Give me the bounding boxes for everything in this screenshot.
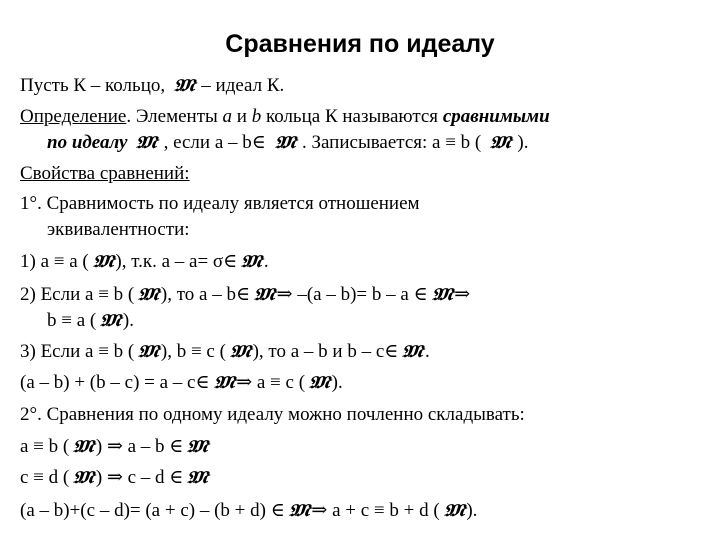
line-9 xyxy=(47,310,134,332)
ideal-symbol: 𝔐 xyxy=(288,501,308,521)
text: . Записывается: a ≡ b ( xyxy=(301,132,482,153)
bold-term: сравнимыми xyxy=(442,106,550,127)
ideal-symbol: 𝔐 xyxy=(72,468,93,488)
line-10 xyxy=(20,341,430,363)
text: ), то a – b∈ xyxy=(160,284,251,305)
text: и xyxy=(232,106,252,127)
ideal-symbol: 𝔐 xyxy=(137,342,158,362)
ideal-symbol: 𝔐 xyxy=(99,311,120,331)
definition-heading: Определение xyxy=(20,106,127,127)
text: ). xyxy=(517,132,529,153)
text: (a – b)+(c – d)= (a + c) – (b + d) ∈ xyxy=(20,500,285,521)
text: ) ⇒ a – b ∈ xyxy=(95,436,184,457)
var-a: a xyxy=(222,106,233,127)
text: ⇒ –(a – b)= b – a ∈ xyxy=(276,284,428,305)
text: – идеал К. xyxy=(201,75,285,96)
slide-title: Сравнения по идеалу xyxy=(225,30,495,58)
text: ), b ≡ c ( xyxy=(160,341,226,362)
var-b: b xyxy=(251,106,262,127)
text: ), т.к. a – a= σ∈ xyxy=(115,251,238,272)
line-1 xyxy=(20,75,284,97)
ideal-symbol: 𝔐 xyxy=(274,133,294,153)
ideal-symbol: 𝔐 xyxy=(229,342,250,362)
line-3 xyxy=(47,132,528,154)
line-15 xyxy=(20,500,477,522)
ideal-symbol: 𝔐 xyxy=(253,285,274,305)
text: Пусть К – кольцо, xyxy=(20,75,166,96)
ideal-symbol: 𝔐 xyxy=(443,501,463,521)
text: . xyxy=(263,251,269,272)
text: 3) Если a ≡ b ( xyxy=(20,341,135,362)
text: 2) Если a ≡ b ( xyxy=(20,284,135,305)
ideal-symbol: 𝔐 xyxy=(186,437,207,457)
text: a ≡ b ( xyxy=(20,436,70,457)
line-2 xyxy=(20,106,550,128)
line-5: 1°. Сравнимость по идеалу является отношением xyxy=(20,193,420,214)
ideal-symbol: 𝔐 xyxy=(173,76,194,96)
line-11 xyxy=(20,372,343,394)
text: , если a – b∈ xyxy=(163,132,266,153)
line-14 xyxy=(20,467,210,489)
bold-term: по идеалу xyxy=(47,132,128,153)
line-13 xyxy=(20,436,210,458)
ideal-symbol: 𝔐 xyxy=(401,342,422,362)
text: ). xyxy=(466,500,478,521)
text: ⇒ xyxy=(454,284,471,305)
text: ⇒ a ≡ c ( xyxy=(236,372,306,393)
text: (a – b) + (b – c) = a – c∈ xyxy=(20,372,210,393)
text: кольца К называются xyxy=(261,106,443,127)
line-12: 2°. Сравнения по одному идеалу можно почленно складывать: xyxy=(20,404,525,425)
ideal-symbol: 𝔐 xyxy=(489,133,510,153)
ideal-symbol: 𝔐 xyxy=(72,437,93,457)
text: ). xyxy=(331,372,343,393)
text: ⇒ a + c ≡ b + d ( xyxy=(311,500,440,521)
text: ), то a – b и b – c∈ xyxy=(252,341,399,362)
text: c ≡ d ( xyxy=(20,467,70,488)
ideal-symbol: 𝔐 xyxy=(308,373,329,393)
text: ) ⇒ c – d ∈ xyxy=(95,467,184,488)
text: . Элементы xyxy=(126,106,223,127)
ideal-symbol: 𝔐 xyxy=(431,285,451,305)
text: 1) a ≡ a ( xyxy=(20,251,89,272)
text: b ≡ a ( xyxy=(47,310,97,331)
line-7 xyxy=(20,251,269,273)
text: . xyxy=(424,341,430,362)
ideal-symbol: 𝔐 xyxy=(137,285,158,305)
line-8 xyxy=(20,284,470,306)
ideal-symbol: 𝔐 xyxy=(212,373,233,393)
line-4: Свойства сравнений: xyxy=(20,163,190,184)
ideal-symbol: 𝔐 xyxy=(240,252,261,272)
ideal-symbol: 𝔐 xyxy=(186,468,207,488)
text: ). xyxy=(122,310,134,331)
ideal-symbol: 𝔐 xyxy=(92,252,112,272)
line-6: эквивалентности: xyxy=(47,219,190,240)
ideal-symbol: 𝔐 xyxy=(135,133,156,153)
